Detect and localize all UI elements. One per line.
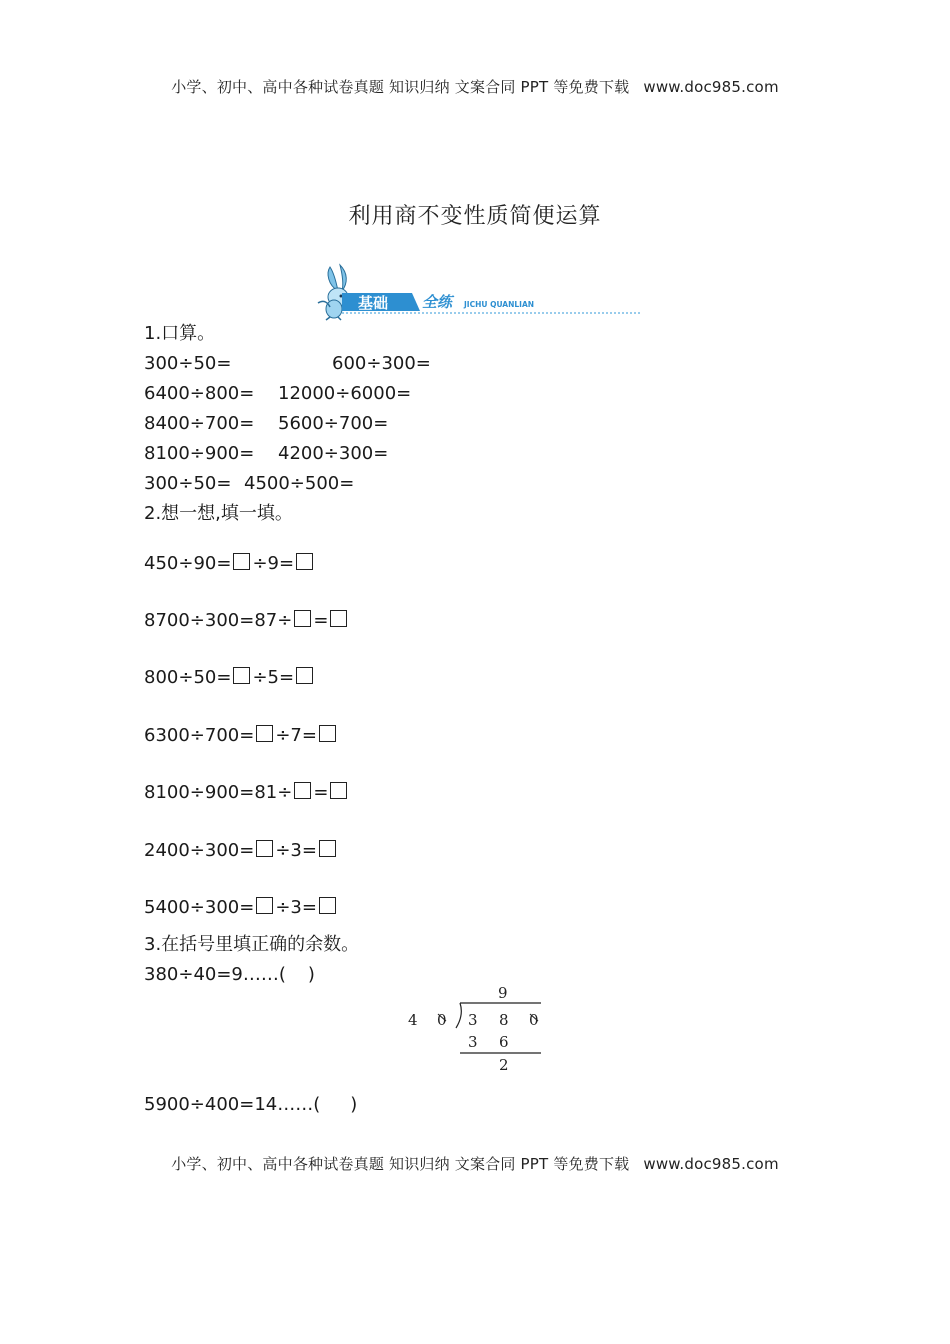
division-remainder: 2 — [499, 1056, 509, 1074]
banner-cn-left: 基础 — [358, 294, 389, 312]
division-dividend-digit: 3 — [468, 1011, 478, 1029]
answer-box[interactable] — [256, 840, 273, 857]
division-lines — [400, 982, 550, 1078]
banner-pinyin: JICHU QUANLIAN — [464, 300, 535, 309]
section3-heading: 3.在括号里填正确的余数。 — [144, 934, 360, 955]
division-quotient: 9 — [498, 984, 508, 1002]
footer-url[interactable]: www.doc985.com — [643, 1155, 779, 1173]
fill-item-4: 6300÷700= ÷7= — [144, 724, 338, 748]
answer-box[interactable] — [256, 897, 273, 914]
division-product-digit: 3 — [468, 1033, 478, 1051]
page-title: 利用商不变性质简便运算 — [348, 204, 602, 229]
oral-row-3-b: 5600÷700= — [278, 413, 389, 434]
answer-box[interactable] — [319, 897, 336, 914]
page-header — [0, 76, 950, 97]
answer-box[interactable] — [330, 610, 347, 627]
fill-item-1: 450÷90= ÷9= — [144, 552, 315, 576]
oral-row-5-a: 300÷50= — [144, 473, 232, 494]
oral-row-2-a: 6400÷800= — [144, 383, 255, 404]
answer-box[interactable] — [296, 553, 313, 570]
answer-box[interactable] — [296, 667, 313, 684]
header-url[interactable]: www.doc985.com — [643, 78, 779, 96]
banner-cn-right: 全练 — [422, 293, 453, 311]
division-product-digit: 6 — [499, 1033, 509, 1051]
oral-row-4-b: 4200÷300= — [278, 443, 389, 464]
division-dividend-digit: 8 — [499, 1011, 509, 1029]
section2-heading: 2.想一想,填一填。 — [144, 503, 293, 524]
division-divisor-digit: 4 — [408, 1011, 418, 1029]
header-text: 小学、初中、高中各种试卷真题 知识归纳 文案合同 PPT 等免费下载 — [171, 78, 630, 96]
remainder-question-2: 5900÷400=14……( ) — [144, 1094, 358, 1115]
answer-box[interactable] — [294, 610, 311, 627]
fill-item-2: 8700÷300=87÷ = — [144, 609, 349, 633]
oral-row-4-a: 8100÷900= — [144, 443, 255, 464]
rabbit-mascot-icon — [318, 265, 348, 320]
oral-row-3-a: 8400÷700= — [144, 413, 255, 434]
oral-row-1-a: 300÷50= — [144, 353, 232, 374]
division-divisor-digit: 0 — [437, 1011, 447, 1029]
answer-box[interactable] — [256, 725, 273, 742]
answer-box[interactable] — [233, 667, 250, 684]
fill-item-3: 800÷50= ÷5= — [144, 666, 315, 690]
section-banner — [308, 263, 642, 321]
division-dividend-digit: 0 — [529, 1011, 539, 1029]
fill-item-5: 8100÷900=81÷ = — [144, 781, 349, 805]
remainder-question-1: 380÷40=9……( ) — [144, 964, 315, 985]
answer-box[interactable] — [330, 782, 347, 799]
answer-box[interactable] — [319, 725, 336, 742]
oral-row-5-b: 4500÷500= — [244, 473, 355, 494]
long-division-diagram — [400, 982, 550, 1078]
answer-box[interactable] — [233, 553, 250, 570]
answer-box[interactable] — [294, 782, 311, 799]
oral-row-2-b: 12000÷6000= — [278, 383, 412, 404]
oral-row-1-b: 600÷300= — [332, 353, 431, 374]
section1-heading: 1.口算。 — [144, 323, 216, 344]
answer-box[interactable] — [319, 840, 336, 857]
footer-text: 小学、初中、高中各种试卷真题 知识归纳 文案合同 PPT 等免费下载 — [171, 1155, 630, 1173]
fill-item-7: 5400÷300= ÷3= — [144, 896, 338, 920]
page-footer — [0, 1153, 950, 1174]
fill-item-6: 2400÷300= ÷3= — [144, 839, 338, 863]
